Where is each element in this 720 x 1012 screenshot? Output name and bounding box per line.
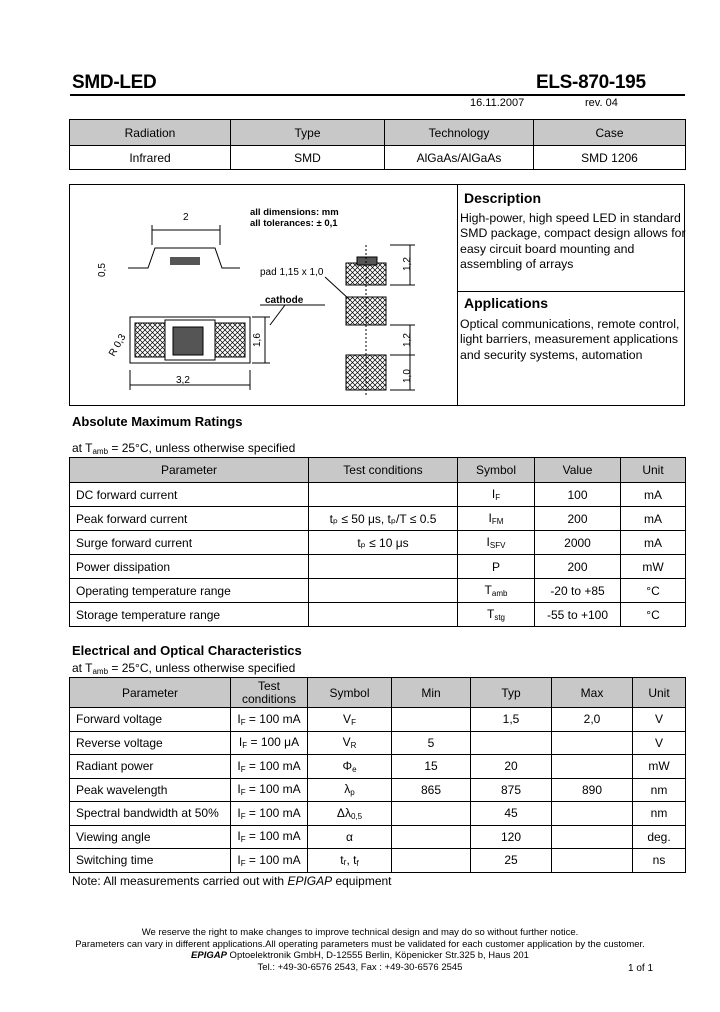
pad-label: pad 1,15 x 1,0 [260,267,324,278]
summary-header: Type [231,120,385,146]
min-cell [392,849,471,873]
unit-cell: mW [621,555,686,579]
cathode-label: cathode [265,295,304,306]
abs-max-header: Test conditions [309,458,458,483]
parameter-cell: Peak wavelength [70,778,231,802]
symbol-cell: $\Phi_e$ [308,755,392,779]
description-title: Description [464,190,542,206]
table-row [70,802,686,826]
table-row [70,555,686,579]
abs-max-header: Unit [621,458,686,483]
unit-cell: °C [621,579,686,603]
table-row [70,507,686,531]
unit-cell: mA [621,531,686,555]
dim-10: 1,0 [402,369,413,383]
part-number: ELS-870-195 [536,72,646,93]
table-row [70,603,686,627]
summary-value: SMD [231,146,385,170]
table-row [70,483,686,507]
abs-max-table [69,457,686,627]
abs-max-header: Parameter [70,458,309,483]
parameter-cell: Radiant power [70,755,231,779]
min-cell: 5 [392,731,471,755]
parameter-cell: Forward voltage [70,708,231,732]
symbol-cell: $I_{SFV}$ [458,531,535,555]
table-row [70,849,686,873]
typ-cell: 45 [471,802,552,826]
unit-cell: nm [633,802,686,826]
value-cell: 2000 [535,531,621,555]
unit-cell: ns [633,849,686,873]
summary-value: AlGaAs/AlGaAs [385,146,534,170]
min-cell: 865 [392,778,471,802]
table-row [70,755,686,779]
symbol-cell: $V_F$ [308,708,392,732]
value-cell: 200 [535,507,621,531]
max-cell [552,825,633,849]
condition-cell: $I_F = 100$ mA [231,802,308,826]
condition-cell [309,603,458,627]
symbol-cell: $I_{FM}$ [458,507,535,531]
page-number: 1 of 1 [628,963,654,974]
condition-cell: tₚ ≤ 10 μs [309,531,458,555]
summary-header: Case [534,120,686,146]
applications-divider [457,291,685,292]
parameter-cell: Operating temperature range [70,579,309,603]
table-row [70,579,686,603]
table-row [70,825,686,849]
unit-cell: nm [633,778,686,802]
unit-cell: mW [633,755,686,779]
footer-line-1: We reserve the right to make changes to improve technical design and may do so without further notice. [141,927,579,938]
condition-cell [309,483,458,507]
parameter-cell: Reverse voltage [70,731,231,755]
table-row [70,531,686,555]
applications-title: Applications [464,295,549,311]
summary-value: Infrared [70,146,231,170]
typ-cell [471,731,552,755]
dim-32: 3,2 [176,375,190,386]
typ-cell: 20 [471,755,552,779]
dims-note: all dimensions: mm [250,207,339,218]
max-cell: 2,0 [552,708,633,732]
parameter-cell: Surge forward current [70,531,309,555]
typ-cell: 25 [471,849,552,873]
electrical-header: Unit [633,678,686,708]
dim-12-mid: 1,2 [402,333,413,347]
symbol-cell: $\lambda_p$ [308,778,392,802]
summary-header: Radiation [70,120,231,146]
electrical-title: Electrical and Optical Characteristics [72,643,302,658]
value-cell: 100 [535,483,621,507]
symbol-cell: P [458,555,535,579]
frame-divider [457,184,458,406]
max-cell [552,731,633,755]
electrical-header: Parameter [70,678,231,708]
symbol-cell: tᵣ, $t_f$ [308,849,392,873]
condition-cell: $I_F = 100$ mA [231,708,308,732]
symbol-cell: $T_{amb}$ [458,579,535,603]
summary-value: SMD 1206 [534,146,686,170]
condition-cell: $I_F = 100$ mA [231,755,308,779]
product-type: SMD-LED [72,72,157,93]
electrical-header: Min [392,678,471,708]
condition-cell [309,555,458,579]
top-view [130,305,325,390]
header-rule [70,94,685,96]
footer [0,927,720,973]
summary-table [69,119,686,170]
measurement-note: Note: All measurements carried out with EPIGAP equipment [72,874,392,888]
value-cell: 200 [535,555,621,579]
document-date: 16.11.2007 [470,97,525,109]
parameter-cell: DC forward current [70,483,309,507]
dim-2: 2 [183,212,189,223]
side-view [128,225,240,268]
parameter-cell: Viewing angle [70,825,231,849]
description-text: High-power, high speed LED in standard SMD package, compact design allows for easy circuit board mounting and assembling of arrays [460,211,686,272]
condition-cell: $I_F = 100$ μA [231,731,308,755]
symbol-cell: α [308,825,392,849]
typ-cell: 875 [471,778,552,802]
min-cell [392,708,471,732]
value-cell: -20 to +85 [535,579,621,603]
footer-address: EPIGAP Optoelektronik GmbH, D-12555 Berlin, Köpenicker Str.325 b, Haus 201 [191,950,529,961]
electrical-header: Symbol [308,678,392,708]
min-cell [392,825,471,849]
max-cell: 890 [552,778,633,802]
dim-16: 1,6 [252,333,263,347]
table-row [70,778,686,802]
parameter-cell: Power dissipation [70,555,309,579]
min-cell: 15 [392,755,471,779]
condition-cell: $I_F = 100$ mA [231,825,308,849]
footer-line-2: Parameters can vary in different applications.All operating parameters must be validated for each customer application by the customer. [75,938,645,950]
typ-cell: 1,5 [471,708,552,732]
footer-phone: Tel.: +49-30-6576 2543, Fax : +49-30-6576 2545 [257,961,463,973]
document-revision: rev. 04 [585,97,618,109]
symbol-cell: $I_F$ [458,483,535,507]
abs-max-header: Value [535,458,621,483]
abs-max-title: Absolute Maximum Ratings [72,414,243,429]
summary-header: Technology [385,120,534,146]
electrical-header: Max [552,678,633,708]
dim-12-top: 1,2 [402,257,413,271]
table-row [70,708,686,732]
condition-cell [309,579,458,603]
table-row [70,731,686,755]
unit-cell: mA [621,483,686,507]
max-cell [552,849,633,873]
tolerance-note: all tolerances: ± 0,1 [250,218,338,229]
max-cell [552,802,633,826]
parameter-cell: Peak forward current [70,507,309,531]
electrical-header: Test conditions [231,678,308,708]
unit-cell: V [633,708,686,732]
package-drawing [70,185,457,405]
condition-cell: tₚ ≤ 50 μs, tₚ/T ≤ 0.5 [309,507,458,531]
applications-text: Optical communications, remote control, light barriers, measurement applications and security systems, automation [460,317,680,362]
electrical-table [69,677,686,873]
parameter-cell: Storage temperature range [70,603,309,627]
symbol-cell: $T_{stg}$ [458,603,535,627]
min-cell [392,802,471,826]
unit-cell: V [633,731,686,755]
condition-cell: $I_F = 100$ mA [231,778,308,802]
abs-max-header: Symbol [458,458,535,483]
symbol-cell: $V_R$ [308,731,392,755]
max-cell [552,755,633,779]
radius-label: R 0,3 [107,332,129,359]
unit-cell: deg. [633,825,686,849]
unit-cell: mA [621,507,686,531]
parameter-cell: Spectral bandwidth at 50% [70,802,231,826]
typ-cell: 120 [471,825,552,849]
symbol-cell: $\Delta\lambda_{0,5}$ [308,802,392,826]
parameter-cell: Switching time [70,849,231,873]
abs-max-condition: at $T_{amb} = 25^\circ C$, unless otherwise specified [72,441,296,456]
electrical-condition: at $T_{amb} = 25^\circ C$, unless otherwise specified [72,661,296,676]
dim-05: 0,5 [97,263,108,277]
value-cell: -55 to +100 [535,603,621,627]
unit-cell: °C [621,603,686,627]
electrical-header: Typ [471,678,552,708]
condition-cell: $I_F = 100$ mA [231,849,308,873]
